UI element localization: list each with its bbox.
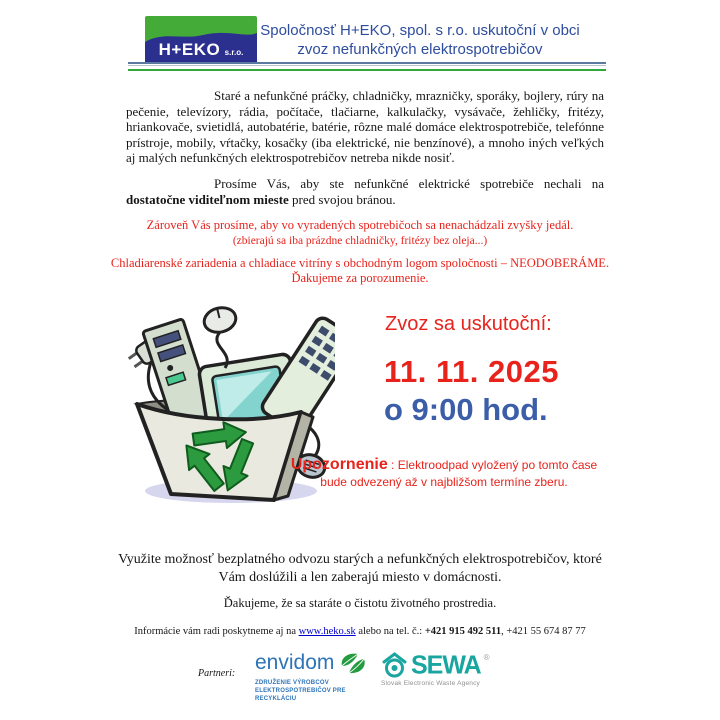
placement-text-before: Prosíme Vás, aby ste nefunkčné elektrické spotrebiče nechali na — [214, 176, 604, 191]
envidom-wordmark: envidom — [255, 651, 335, 674]
envidom-subtitle — [255, 679, 380, 703]
warning-note — [268, 456, 620, 491]
placement-text-bold: dostatočne viditeľnom mieste — [126, 191, 289, 207]
envidom-leaves-icon — [338, 650, 368, 676]
info-text-mid: alebo na tel. č.: — [355, 626, 425, 637]
warning-text-line2: bude odvezený až v najbližšom termíne zberu. — [320, 475, 568, 489]
envidom-subtitle-line2: ELEKTROSPOTREBIČOV PRE RECYKLÁCIU — [255, 688, 346, 702]
red-note-commercial-fridges — [95, 256, 625, 286]
envidom-logo — [255, 650, 380, 703]
info-text-after: , +421 55 674 87 77 — [501, 626, 586, 637]
placement-text-after: pred svojou bránou. — [288, 191, 396, 207]
heko-website-link[interactable]: www.heko.sk — [298, 626, 356, 637]
contact-info-line — [60, 626, 660, 637]
divider-blue-line — [128, 62, 606, 64]
schedule-time: o 9:00 hod. — [384, 392, 548, 427]
info-phone-primary: +421 915 492 511 — [424, 626, 502, 637]
sewa-registered-mark: ® — [483, 653, 490, 662]
red-note-line1: Zároveň Vás prosíme, aby vo vyradených spotrebičoch sa nenachádzali zvyšky jedál. — [146, 218, 574, 232]
red-note-line4: Ďakujeme za porozumenie. — [291, 271, 429, 285]
divider-grey-line — [128, 65, 606, 66]
paragraph-appliance-list: Staré a nefunkčné práčky, chladničky, mrazničky, sporáky, bojlery, rúry na pečenie, televízory, rádia, počítače, tlačiarne, kalkulačky, vysávače, žehličky, fritézy, hriankovače, svietidlá, autobatérie, batérie, rôzne malé domáce elektrospotrebiče, telefónne prístroje, mobily, vŕtačky, kosačky (iba elektrické, nie benzínové), a mnoho iných veľkých aj malých nefunkčných elektrospotrebičov netreba nikde nosiť. — [126, 88, 604, 166]
red-note-line3: Chladiarenské zariadenia a chladiace vitríny s obchodným logom spoločnosti – NEODOBERÁME. — [110, 256, 610, 270]
partners-label: Partneri: — [198, 668, 236, 679]
closing-thanks: Ďakujeme, že sa staráte o čistotu životného prostredia. — [223, 596, 497, 610]
title-line1: Spoločnosť H+EKO, spol. s r.o. uskutoční v obci — [260, 22, 580, 39]
red-note-line2: (zbierajú sa iba prázdne chladničky, fritézy bez oleja...) — [232, 235, 488, 247]
heko-logo — [145, 16, 257, 63]
sewa-subtitle: Slovak Electronic Waste Agency — [381, 680, 480, 687]
warning-text-line1: : Elektroodpad vyložený po tomto čase — [387, 458, 598, 472]
info-text-before: Informácie vám radi poskytneme aj na — [134, 626, 299, 637]
schedule-heading: Zvoz sa uskutoční: — [385, 313, 552, 335]
closing-cta: Využite možnosť bezplatného odvozu starých a nefunkčných elektrospotrebičov, ktoré Vám doslúžili a len zaberajú miesto v domácnosti. — [118, 552, 602, 585]
page-title — [258, 21, 582, 59]
paragraph-placement-request — [126, 176, 604, 207]
sewa-house-icon — [381, 652, 408, 679]
sewa-wordmark: SEWA — [411, 650, 481, 680]
title-line2: zvoz nefunkčných elektrospotrebičov — [297, 41, 543, 58]
envidom-subtitle-line1: ZDRUŽENIE VÝROBCOV — [255, 680, 329, 686]
computer-mouse-icon — [202, 304, 239, 368]
logo-text — [145, 40, 257, 60]
divider-green-line — [128, 69, 606, 71]
warning-label: Upozornenie — [290, 456, 388, 473]
red-note-food-leftovers — [95, 217, 625, 249]
schedule-date: 11. 11. 2025 — [384, 354, 559, 389]
header-divider — [128, 62, 606, 71]
logo-suffix: s.r.o. — [224, 48, 244, 57]
sewa-logo — [381, 652, 491, 687]
logo-name: H+EKO — [158, 40, 221, 59]
